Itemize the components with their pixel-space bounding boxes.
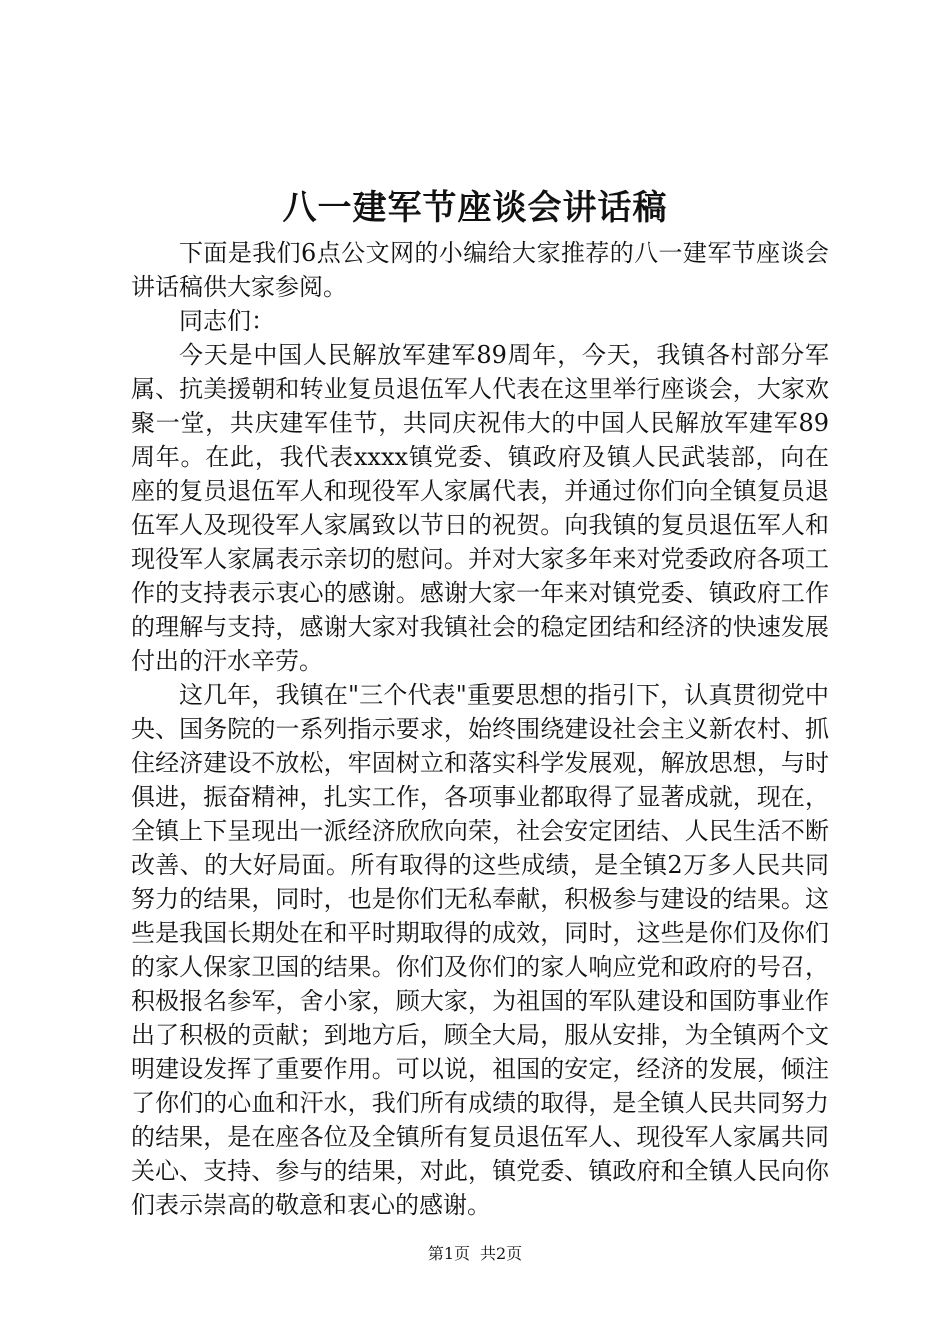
page-total: 共2页 (480, 1244, 523, 1263)
salutation: 同志们： (179, 307, 275, 335)
page-number: 第1页 (427, 1244, 470, 1263)
document-title: 八一建军节座谈会讲话稿 (282, 188, 668, 228)
intro-paragraph: 下面是我们6点公文网的小编给大家推荐的八一建军节座谈会讲话稿供大家参阅。 (131, 239, 829, 301)
body-paragraph: 这几年，我镇在"三个代表"重要思想的指引下，认真贯彻党中央、国务院的一系列指示要求，始终围绕建设社会主义新农村、抓住经济建设不放松，牢固树立和落实科学发展观，解放思想，与时俱进，振奋精神，扎实工作，各项事业都取得了显著成就，现在，全镇上下呈现出一派经济欣欣向荣，社会安定团结、人民生活不断改善、的大好局面。所有取得的这些成绩，是全镇2万多人民共同努力的结果，同时，也是你们无私奉献，积极参与建设的结果。这些是我国长期处在和平时期取得的成效，同时，这些是你们及你们的家人保家卫国的结果。你们及你们的家人响应党和政府的号召，积极报名参军，舍小家，顾大家，为祖国的军队建设和国防事业作出了积极的贡献；到地方后，顾全大局，服从安排，为全镇两个文明建设发挥了重要作用。可以说，祖国的安定，经济的发展，倾注了你们的心血和汗水，我们所有成绩的取得，是全镇人民共同努力的结果，是在座各位及全镇所有复员退伍军人、现役军人家属共同关心、支持、参与的结果，对此，镇党委、镇政府和全镇人民向你们表示崇高的敬意和衷心的感谢。 (131, 681, 829, 1219)
body-paragraph: 今天是中国人民解放军建军89周年，今天，我镇各村部分军属、抗美援朝和转业复员退伍军人代表在这里举行座谈会，大家欢聚一堂，共庆建军佳节，共同庆祝伟大的中国人民解放军建军89周年。在此，我代表xxxx镇党委、镇政府及镇人民武装部，向在座的复员退伍军人和现役军人家属代表，并通过你们向全镇复员退伍军人及现役军人家属致以节日的祝贺。向我镇的复员退伍军人和现役军人家属表示亲切的慰问。并对大家多年来对党委政府各项工作的支持表示衷心的感谢。感谢大家一年来对镇党委、镇政府工作的理解与支持，感谢大家对我镇社会的稳定团结和经济的快速发展付出的汗水辛劳。 (131, 341, 829, 675)
page-footer (0, 1242, 950, 1266)
document-body (131, 236, 829, 1222)
